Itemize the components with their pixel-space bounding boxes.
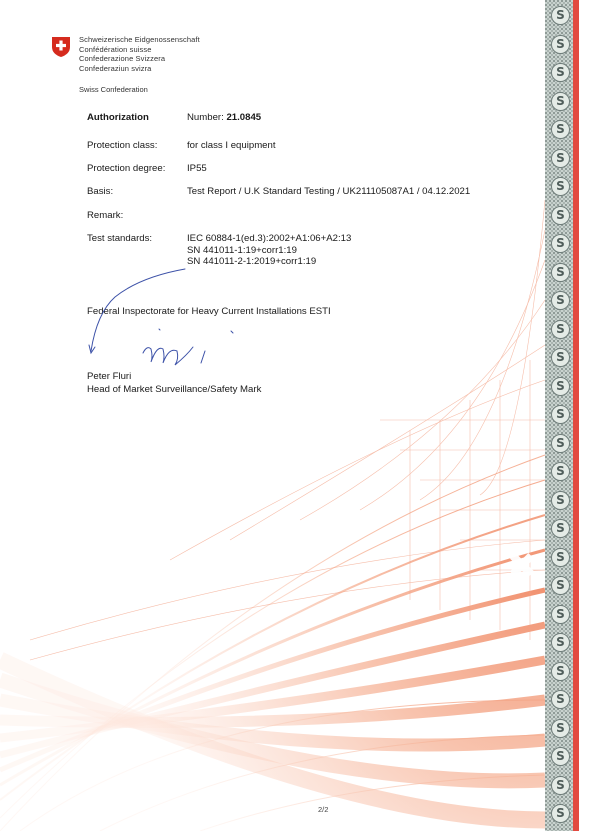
safety-mark-s-icon: S	[551, 719, 570, 738]
field-value: IP55	[187, 163, 207, 174]
red-security-stripe	[573, 0, 579, 831]
safety-mark-s-icon: S	[551, 747, 570, 766]
handwritten-signature	[85, 265, 245, 375]
safety-mark-s-icon: S	[551, 519, 570, 538]
safety-mark-s-icon: S	[551, 462, 570, 481]
field-value: for class I equipment	[187, 140, 276, 151]
signer-name: Peter Fluri	[87, 371, 132, 382]
inspectorate-name: Federal Inspectorate for Heavy Current Installations ESTI	[87, 306, 331, 317]
signer-block	[87, 371, 261, 396]
safety-mark-s-icon: S	[551, 63, 570, 82]
safety-mark-s-icon: S	[551, 320, 570, 339]
test-standards-list	[187, 233, 351, 268]
authorization-label: Authorization	[87, 112, 149, 123]
page-number: 2/2	[318, 805, 329, 814]
signer-title: Head of Market Surveillance/Safety Mark	[87, 383, 262, 395]
field-label: Protection degree:	[87, 163, 166, 174]
number-label: Number:	[187, 112, 224, 123]
safety-mark-s-icon: S	[551, 291, 570, 310]
safety-mark-s-icon: S	[551, 434, 570, 453]
confederation-name-de: Schweizerische Eidgenossenschaft	[79, 35, 200, 44]
safety-mark-s-icon: S	[551, 6, 570, 25]
test-standard-item: SN 441011-1:19+corr1:19	[187, 244, 297, 256]
test-standard-item: SN 441011-2-1:2019+corr1:19	[187, 256, 317, 267]
safety-mark-s-icon: S	[551, 177, 570, 196]
swiss-cross-shield-icon	[51, 36, 71, 58]
authorization-number	[187, 112, 261, 123]
safety-mark-s-icon: S	[551, 776, 570, 795]
field-value: Test Report / U.K Standard Testing / UK211105087A1 / 04.12.2021	[187, 186, 471, 197]
safety-mark-s-icon: S	[551, 92, 570, 111]
confederation-name-rm: Confederaziun svizra	[79, 63, 152, 73]
safety-mark-s-icon: S	[551, 35, 570, 54]
safety-mark-s-icon: S	[551, 605, 570, 624]
safety-mark-s-icon: S	[551, 120, 570, 139]
safety-mark-s-icon: S	[551, 206, 570, 225]
confederation-name-it: Confederazione Svizzera	[79, 54, 166, 64]
confederation-name-fr: Confédération suisse	[79, 44, 152, 54]
safety-mark-s-icon: S	[551, 377, 570, 396]
number-value: 21.0845	[226, 112, 262, 123]
confederation-name-en: Swiss Confederation	[79, 85, 148, 94]
safety-mark-s-icon: S	[551, 149, 570, 168]
safety-mark-s-icon: S	[551, 690, 570, 709]
safety-mark-s-icon: S	[551, 348, 570, 367]
safety-mark-s-icon: S	[551, 804, 570, 823]
field-label: Protection class:	[87, 140, 158, 151]
test-standards-label: Test standards:	[87, 233, 153, 244]
test-standard-item: IEC 60884-1(ed.3):2002+A1:06+A2:13	[187, 233, 352, 244]
safety-mark-s-icon: S	[551, 633, 570, 652]
security-hologram-strip	[545, 0, 573, 831]
safety-mark-s-icon: S	[551, 548, 570, 567]
field-label: Basis:	[87, 186, 114, 197]
field-label: Remark:	[87, 210, 124, 221]
safety-mark-s-icon: S	[551, 576, 570, 595]
safety-mark-s-icon: S	[551, 234, 570, 253]
safety-mark-s-icon: S	[551, 263, 570, 282]
safety-mark-s-icon: S	[551, 405, 570, 424]
safety-mark-s-icon: S	[551, 491, 570, 510]
confederation-names	[79, 35, 200, 73]
safety-mark-s-icon: S	[551, 662, 570, 681]
